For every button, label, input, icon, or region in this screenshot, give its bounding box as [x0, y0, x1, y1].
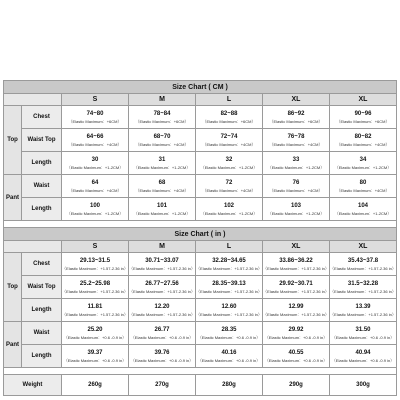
weight-value: 290g	[289, 381, 303, 388]
inch-group-label: Pant	[4, 322, 22, 368]
elastic-note: （Elastic Maximum：+4CM）	[269, 141, 323, 147]
measurement-value: 86~92	[287, 110, 305, 117]
cm-measurement-cell	[330, 106, 397, 129]
cm-measurement-cell	[263, 152, 330, 175]
elastic-note: （Elastic Maximum：+1-2CM）	[267, 210, 325, 216]
inch-measurement-cell	[330, 299, 397, 322]
measurement-value: 78~84	[153, 110, 171, 117]
cm-size-header-row	[4, 94, 397, 106]
elastic-note: （Elastic Maximum：+6CM）	[68, 118, 122, 124]
elastic-note: （Elastic Maximum：+4CM）	[68, 187, 122, 193]
weight-cell	[62, 375, 129, 396]
inch-group-label: Top	[4, 253, 22, 322]
cm-measurement-cell	[62, 198, 129, 221]
elastic-note: （Elastic Maximum：+6CM）	[135, 118, 189, 124]
cm-measurement-cell	[263, 129, 330, 152]
cm-measurement-cell	[62, 129, 129, 152]
measurement-value: 12.20	[154, 303, 170, 310]
measurement-value: 28.35~39.13	[212, 280, 246, 287]
inch-row-label: Length	[22, 299, 62, 322]
cm-size-header: XL	[330, 94, 397, 106]
inch-chart-title: Size Chart ( in )	[4, 228, 397, 241]
cm-row-label: Length	[22, 152, 62, 175]
elastic-note: （Elastic Maximum：+0.6 -0.9 in）	[130, 357, 194, 363]
elastic-note: （Elastic Maximum：+1.57-2.36 in）	[263, 311, 329, 317]
elastic-note: （Elastic Maximum：+0.6 -0.9 in）	[331, 334, 395, 340]
weight-value: 280g	[222, 381, 236, 388]
elastic-note: （Elastic Maximum：+6CM）	[202, 118, 256, 124]
measurement-value: 31.5~32.28	[347, 280, 379, 287]
cm-header-corner	[4, 94, 62, 106]
cm-chart-title: Size Chart ( CM )	[4, 81, 397, 94]
measurement-value: 31.50	[355, 326, 371, 333]
measurement-value: 68	[158, 179, 166, 186]
inch-measurement-cell	[62, 299, 129, 322]
cm-measurement-cell	[330, 198, 397, 221]
inch-measurement-cell	[263, 299, 330, 322]
measurement-value: 39.76	[154, 349, 170, 356]
elastic-note: （Elastic Maximum：+1.57-2.36 in）	[62, 311, 128, 317]
cm-measurement-cell	[129, 152, 196, 175]
measurement-value: 30.71~33.07	[145, 257, 179, 264]
measurement-value: 32.28~34.65	[212, 257, 246, 264]
elastic-note: （Elastic Maximum：+4CM）	[68, 141, 122, 147]
measurement-value: 39.37	[87, 349, 103, 356]
elastic-note: （Elastic Maximum：+1.57-2.36 in）	[129, 311, 195, 317]
elastic-note: （Elastic Maximum：+0.6 -0.9 in）	[197, 357, 261, 363]
inch-size-header-row	[4, 241, 397, 253]
cm-row-label: Waist	[22, 175, 62, 198]
measurement-value: 74~80	[86, 110, 104, 117]
inch-header-corner	[4, 241, 62, 253]
elastic-note: （Elastic Maximum：+1-2CM）	[66, 164, 124, 170]
inch-row-label: Waist Top	[22, 276, 62, 299]
weight-cell	[330, 375, 397, 396]
inch-row-label: Chest	[22, 253, 62, 276]
weight-cell	[129, 375, 196, 396]
measurement-value: 72	[225, 179, 233, 186]
weight-value: 300g	[356, 381, 370, 388]
elastic-note: （Elastic Maximum：+0.6 -0.9 in）	[130, 334, 194, 340]
measurement-value: 25.20	[87, 326, 103, 333]
elastic-note: （Elastic Maximum：+1-2CM）	[200, 210, 258, 216]
cm-measurement-cell	[62, 152, 129, 175]
elastic-note: （Elastic Maximum：+1.57-2.36 in）	[330, 265, 396, 271]
inch-table-row	[4, 253, 397, 276]
elastic-note: （Elastic Maximum：+4CM）	[135, 141, 189, 147]
elastic-note: （Elastic Maximum：+4CM）	[336, 141, 390, 147]
inch-table-row	[4, 322, 397, 345]
elastic-note: （Elastic Maximum：+0.6 -0.9 in）	[63, 357, 127, 363]
measurement-value: 68~70	[153, 133, 171, 140]
measurement-value: 72~74	[220, 133, 238, 140]
cm-measurement-cell	[62, 106, 129, 129]
measurement-value: 25.2~25.98	[79, 280, 111, 287]
cm-size-header: S	[62, 94, 129, 106]
cm-table-row	[4, 198, 397, 221]
inch-measurement-cell	[129, 276, 196, 299]
measurement-value: 31	[158, 156, 166, 163]
inch-measurement-cell	[196, 322, 263, 345]
inch-measurement-cell	[196, 253, 263, 276]
elastic-note: （Elastic Maximum：+1-2CM）	[133, 164, 191, 170]
inch-measurement-cell	[129, 253, 196, 276]
elastic-note: （Elastic Maximum：+1.57-2.36 in）	[196, 288, 262, 294]
cm-measurement-cell	[196, 198, 263, 221]
weight-value: 270g	[155, 381, 169, 388]
size-chart-table	[3, 80, 397, 396]
elastic-note: （Elastic Maximum：+1-2CM）	[66, 210, 124, 216]
cm-measurement-cell	[263, 198, 330, 221]
section-spacer	[4, 368, 397, 375]
measurement-value: 12.99	[288, 303, 304, 310]
inch-measurement-cell	[263, 253, 330, 276]
inch-measurement-cell	[330, 345, 397, 368]
measurement-value: 64~66	[86, 133, 104, 140]
measurement-value: 26.77	[154, 326, 170, 333]
weight-label: Weight	[4, 375, 62, 396]
cm-measurement-cell	[129, 129, 196, 152]
cm-group-label: Top	[4, 106, 22, 175]
elastic-note: （Elastic Maximum：+1.57-2.36 in）	[330, 311, 396, 317]
elastic-note: （Elastic Maximum：+1-2CM）	[334, 210, 392, 216]
inch-size-header: XL	[330, 241, 397, 253]
weight-row	[4, 375, 397, 396]
measurement-value: 90~96	[354, 110, 372, 117]
inch-measurement-cell	[196, 299, 263, 322]
weight-cell	[263, 375, 330, 396]
measurement-value: 76~78	[287, 133, 305, 140]
elastic-note: （Elastic Maximum：+4CM）	[269, 187, 323, 193]
measurement-value: 76	[292, 179, 300, 186]
measurement-value: 30	[91, 156, 99, 163]
elastic-note: （Elastic Maximum：+4CM）	[336, 187, 390, 193]
elastic-note: （Elastic Maximum：+0.6 -0.9 in）	[63, 334, 127, 340]
elastic-note: （Elastic Maximum：+0.6 -0.9 in）	[331, 357, 395, 363]
inch-table-row	[4, 345, 397, 368]
elastic-note: （Elastic Maximum：+1-2CM）	[200, 164, 258, 170]
cm-table-row	[4, 175, 397, 198]
cm-measurement-cell	[196, 129, 263, 152]
measurement-value: 28.35	[221, 326, 237, 333]
inch-measurement-cell	[129, 345, 196, 368]
cm-row-label: Length	[22, 198, 62, 221]
measurement-value: 33.86~36.22	[279, 257, 313, 264]
inch-measurement-cell	[129, 299, 196, 322]
measurement-value: 40.94	[355, 349, 371, 356]
elastic-note: （Elastic Maximum：+6CM）	[269, 118, 323, 124]
elastic-note: （Elastic Maximum：+1.57-2.36 in）	[263, 265, 329, 271]
inch-measurement-cell	[263, 322, 330, 345]
cm-measurement-cell	[263, 106, 330, 129]
elastic-note: （Elastic Maximum：+0.6 -0.9 in）	[264, 357, 328, 363]
elastic-note: （Elastic Maximum：+1.57-2.36 in）	[196, 311, 262, 317]
inch-measurement-cell	[62, 253, 129, 276]
inch-row-label: Length	[22, 345, 62, 368]
elastic-note: （Elastic Maximum：+4CM）	[202, 141, 256, 147]
cm-measurement-cell	[129, 175, 196, 198]
inch-measurement-cell	[263, 345, 330, 368]
measurement-value: 80	[359, 179, 367, 186]
inch-measurement-cell	[263, 276, 330, 299]
cm-group-label: Pant	[4, 175, 22, 221]
measurement-value: 33	[292, 156, 300, 163]
inch-row-label: Waist	[22, 322, 62, 345]
measurement-value: 40.16	[221, 349, 237, 356]
measurement-value: 29.92	[288, 326, 304, 333]
elastic-note: （Elastic Maximum：+1.57-2.36 in）	[330, 288, 396, 294]
inch-measurement-cell	[62, 345, 129, 368]
measurement-value: 26.77~27.56	[145, 280, 179, 287]
measurement-value: 13.39	[355, 303, 371, 310]
size-chart-sheet	[3, 80, 397, 396]
inch-measurement-cell	[62, 276, 129, 299]
measurement-value: 35.43~37.8	[347, 257, 379, 264]
elastic-note: （Elastic Maximum：+1.57-2.36 in）	[129, 288, 195, 294]
cm-measurement-cell	[129, 198, 196, 221]
inch-measurement-cell	[196, 345, 263, 368]
cm-measurement-cell	[196, 106, 263, 129]
cm-measurement-cell	[196, 152, 263, 175]
elastic-note: （Elastic Maximum：+4CM）	[202, 187, 256, 193]
cm-measurement-cell	[196, 175, 263, 198]
measurement-value: 29.92~30.71	[279, 280, 313, 287]
inch-size-header: M	[129, 241, 196, 253]
measurement-value: 101	[156, 202, 167, 209]
inch-measurement-cell	[330, 253, 397, 276]
cm-measurement-cell	[263, 175, 330, 198]
cm-measurement-cell	[62, 175, 129, 198]
cm-table-row	[4, 129, 397, 152]
inch-measurement-cell	[196, 276, 263, 299]
inch-measurement-cell	[330, 276, 397, 299]
elastic-note: （Elastic Maximum：+1.57-2.36 in）	[196, 265, 262, 271]
measurement-value: 100	[89, 202, 100, 209]
measurement-value: 32	[225, 156, 233, 163]
cm-measurement-cell	[129, 106, 196, 129]
elastic-note: （Elastic Maximum：+4CM）	[135, 187, 189, 193]
weight-value: 260g	[88, 381, 102, 388]
weight-cell	[196, 375, 263, 396]
elastic-note: （Elastic Maximum：+1.57-2.36 in）	[129, 265, 195, 271]
inch-size-header: XL	[263, 241, 330, 253]
inch-table-row	[4, 276, 397, 299]
elastic-note: （Elastic Maximum：+1.57-2.36 in）	[263, 288, 329, 294]
measurement-value: 12.60	[221, 303, 237, 310]
elastic-note: （Elastic Maximum：+1.57-2.36 in）	[62, 288, 128, 294]
cm-size-header: M	[129, 94, 196, 106]
cm-measurement-cell	[330, 152, 397, 175]
inch-size-header: S	[62, 241, 129, 253]
elastic-note: （Elastic Maximum：+0.6 -0.9 in）	[197, 334, 261, 340]
inch-measurement-cell	[62, 322, 129, 345]
measurement-value: 64	[91, 179, 99, 186]
elastic-note: （Elastic Maximum：+1.57-2.36 in）	[62, 265, 128, 271]
elastic-note: （Elastic Maximum：+1-2CM）	[267, 164, 325, 170]
inch-measurement-cell	[330, 322, 397, 345]
elastic-note: （Elastic Maximum：+1-2CM）	[334, 164, 392, 170]
cm-size-header: XL	[263, 94, 330, 106]
measurement-value: 104	[357, 202, 368, 209]
elastic-note: （Elastic Maximum：+1-2CM）	[133, 210, 191, 216]
cm-table-row	[4, 106, 397, 129]
cm-row-label: Waist Top	[22, 129, 62, 152]
section-spacer	[4, 221, 397, 228]
elastic-note: （Elastic Maximum：+0.6 -0.9 in）	[264, 334, 328, 340]
measurement-value: 102	[223, 202, 234, 209]
inch-size-header: L	[196, 241, 263, 253]
inch-title-row	[4, 228, 397, 241]
cm-measurement-cell	[330, 129, 397, 152]
measurement-value: 82~88	[220, 110, 238, 117]
cm-title-row	[4, 81, 397, 94]
cm-measurement-cell	[330, 175, 397, 198]
inch-measurement-cell	[129, 322, 196, 345]
cm-row-label: Chest	[22, 106, 62, 129]
measurement-value: 11.81	[87, 303, 103, 310]
elastic-note: （Elastic Maximum：+6CM）	[336, 118, 390, 124]
measurement-value: 40.55	[288, 349, 304, 356]
cm-size-header: L	[196, 94, 263, 106]
inch-table-row	[4, 299, 397, 322]
cm-table-row	[4, 152, 397, 175]
measurement-value: 29.13~31.5	[79, 257, 111, 264]
measurement-value: 80~82	[354, 133, 372, 140]
measurement-value: 34	[359, 156, 367, 163]
measurement-value: 103	[290, 202, 301, 209]
